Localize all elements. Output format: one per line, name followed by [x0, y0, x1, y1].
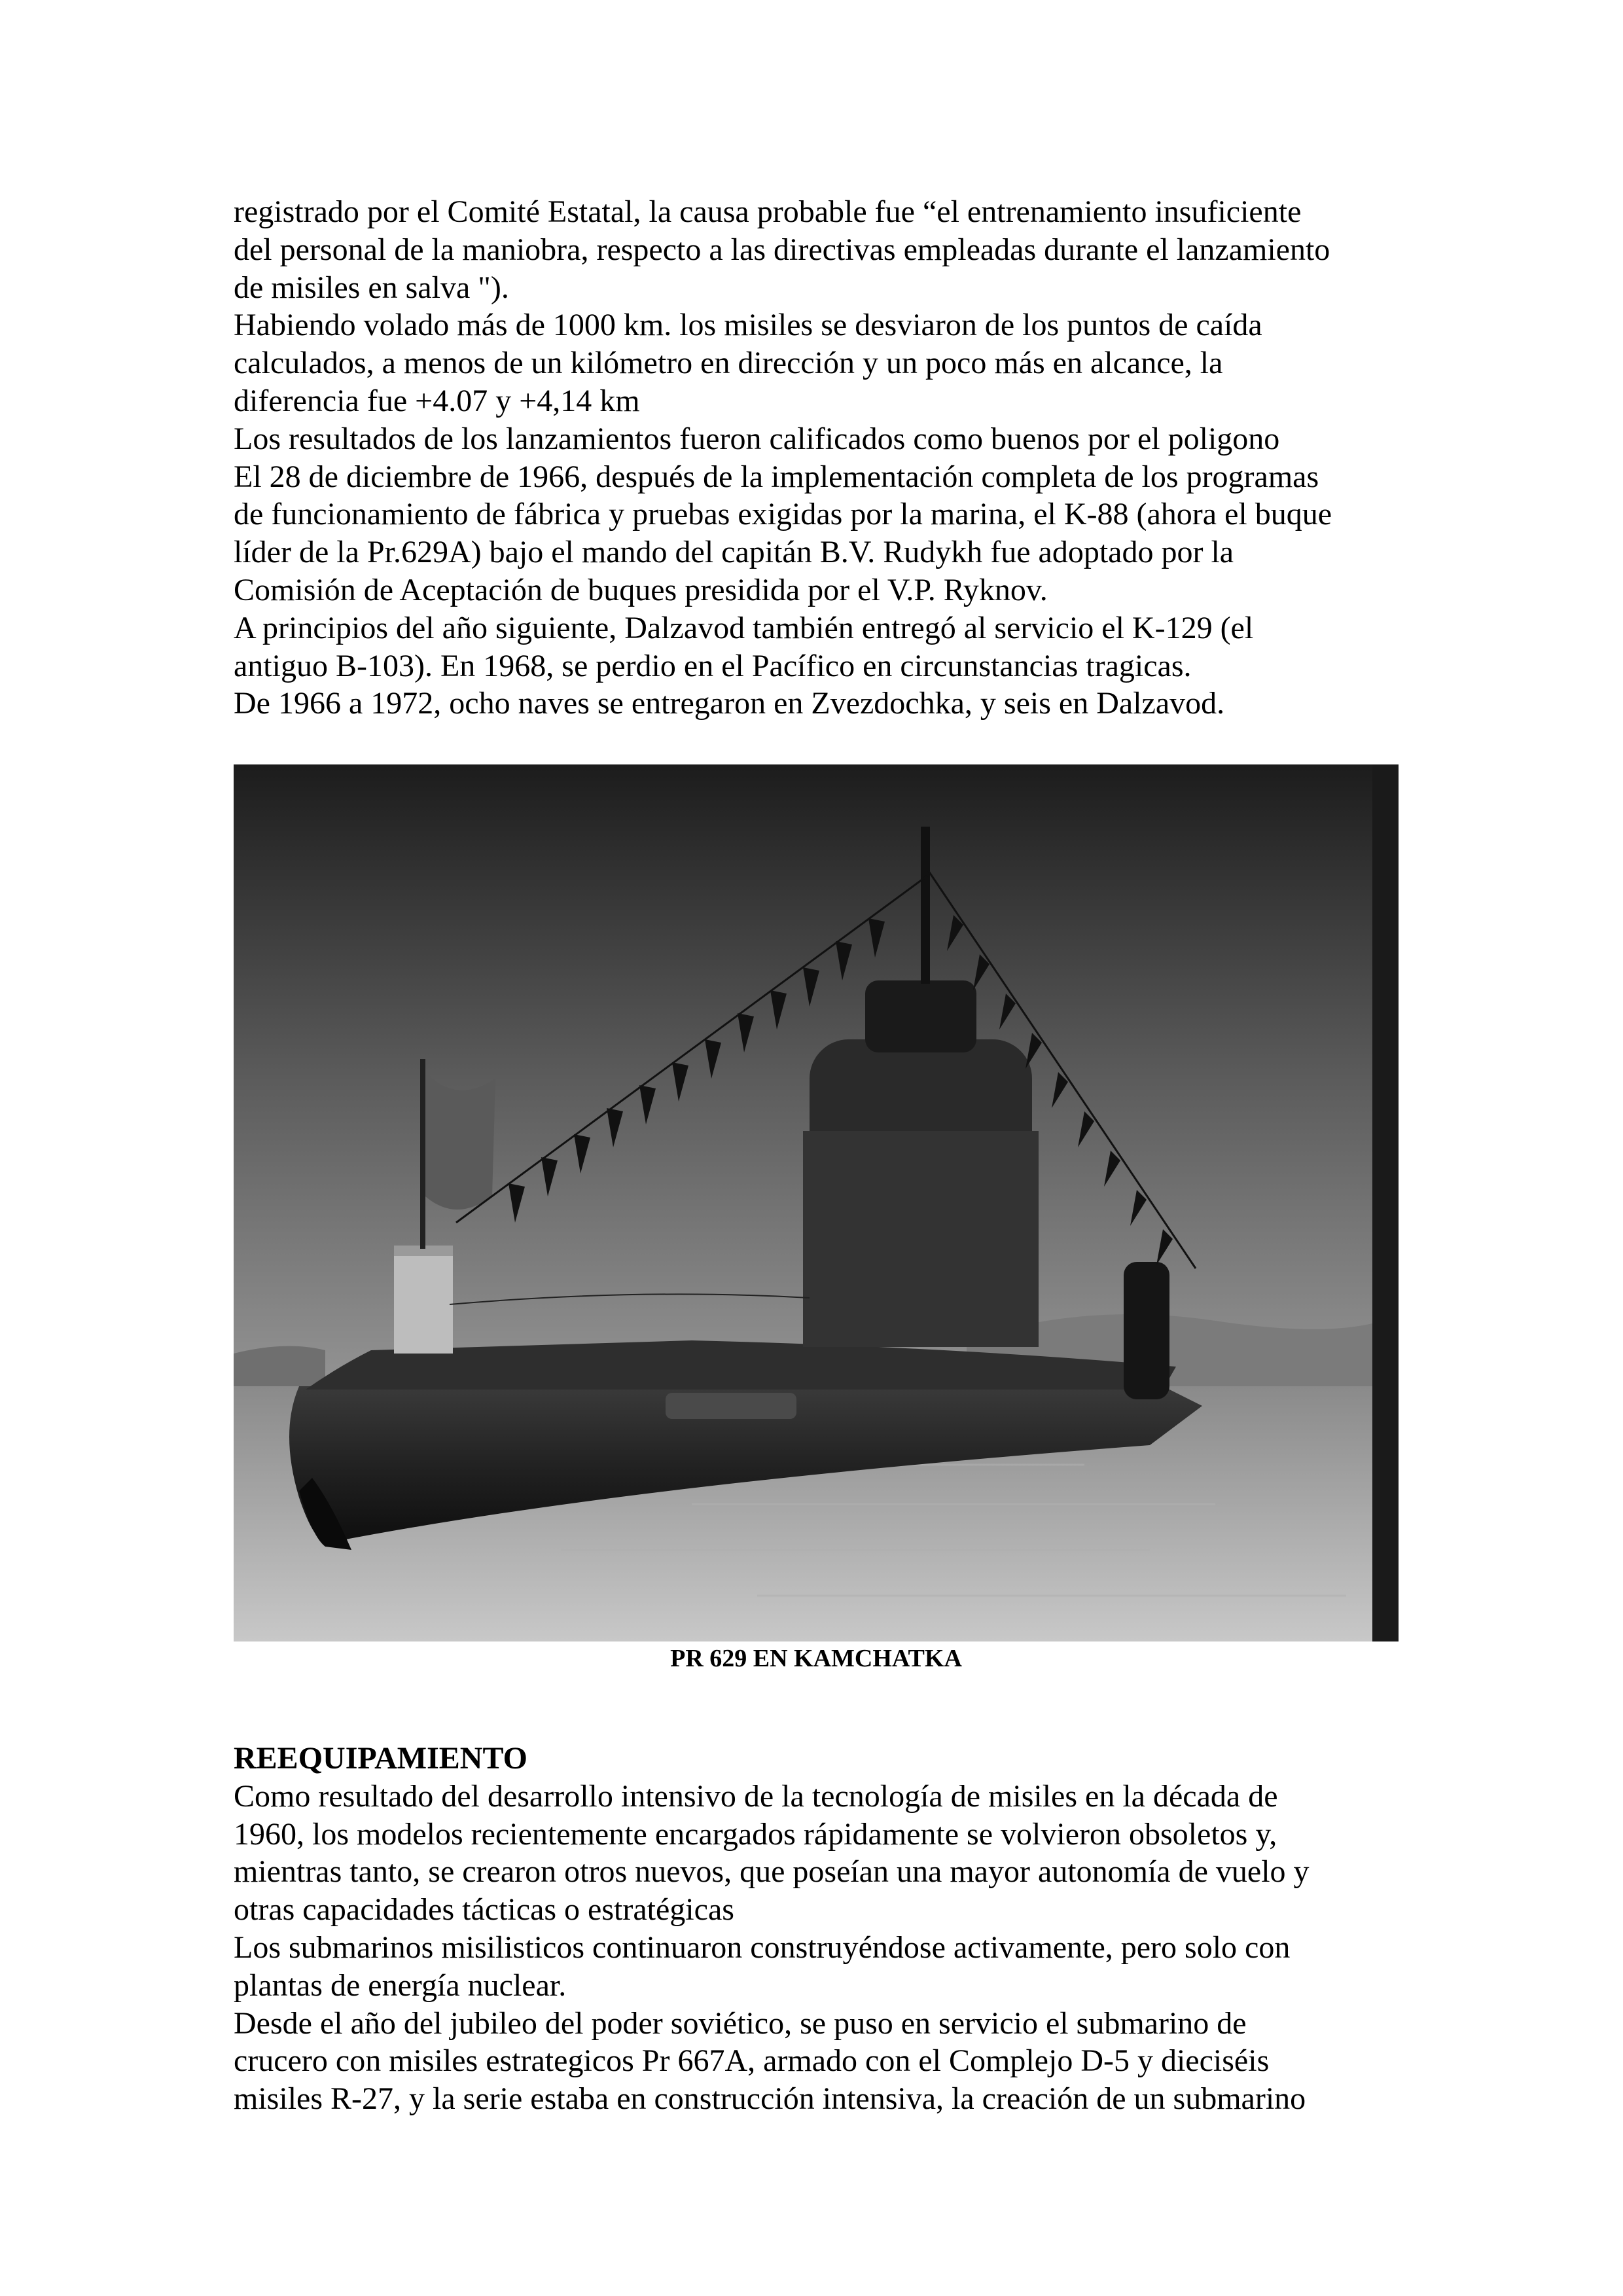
text-line: Los resultados de los lanzamientos fueron calificados como buenos por el poligono: [234, 421, 1280, 456]
text-line: misiles R-27, y la serie estaba en construcción intensiva, la creación de un submarino: [234, 2081, 1306, 2117]
text-line: 1960, los modelos recientemente encargados rápidamente se volvieron obsoletos y,: [234, 1816, 1277, 1852]
text-line: registrado por el Comité Estatal, la causa probable fue “el entrenamiento insuficiente: [234, 194, 1302, 229]
section-reequipamiento: [234, 1740, 1412, 2118]
text-line: Desde el año del jubileo del poder soviético, se puso en servicio el submarino de: [234, 2005, 1247, 2041]
text-line: antiguo B-103). En 1968, se perdio en el Pacífico en circunstancias tragicas.: [234, 648, 1192, 683]
text-line: Los submarinos misilisticos continuaron construyéndose activamente, pero solo con: [234, 1929, 1291, 1965]
text-line: del personal de la maniobra, respecto a las directivas empleadas durante el lanzamiento: [234, 232, 1330, 267]
text-line: calculados, a menos de un kilómetro en dirección y un poco más en alcance, la: [234, 346, 1223, 381]
text-line: El 28 de diciembre de 1966, después de la implementación completa de los programas: [234, 459, 1319, 494]
text-line: Habiendo volado más de 1000 km. los misiles se desviaron de los puntos de caída: [234, 308, 1262, 343]
section-heading: REEQUIPAMIENTO: [234, 1741, 527, 1776]
text-line: plantas de energía nuclear.: [234, 1967, 567, 2003]
text-line: A principios del año siguiente, Dalzavod también entregó al servicio el K-129 (el: [234, 610, 1254, 645]
text-line: Comisión de Aceptación de buques presidida por el V.P. Ryknov.: [234, 572, 1048, 607]
text-line: de misiles en salva ").: [234, 270, 509, 305]
text-line: líder de la Pr.629A) bajo el mando del capitán B.V. Rudykh fue adoptado por la: [234, 535, 1234, 570]
submarine-photo: [234, 764, 1399, 1641]
text-line: diferencia fue +4.07 y +4,14 km: [234, 383, 640, 418]
text-line: mientras tanto, se crearon otros nuevos, que poseían una mayor autonomía de vuelo y: [234, 1854, 1310, 1890]
text-line: crucero con misiles estrategicos Pr 667A, armado con el Complejo D-5 y dieciséis: [234, 2043, 1270, 2079]
text-line: otras capacidades tácticas o estratégicas: [234, 1892, 734, 1928]
text-line: de funcionamiento de fábrica y pruebas exigidas por la marina, el K-88 (ahora el buque: [234, 497, 1332, 532]
text-line: Como resultado del desarrollo intensivo de la tecnología de misiles en la década de: [234, 1778, 1278, 1814]
photo-caption: PR 629 EN KAMCHATKA: [670, 1645, 962, 1672]
text-line: De 1966 a 1972, ocho naves se entregaron en Zvezdochka, y seis en Dalzavod.: [234, 686, 1225, 721]
top-paragraph: [234, 193, 1412, 723]
